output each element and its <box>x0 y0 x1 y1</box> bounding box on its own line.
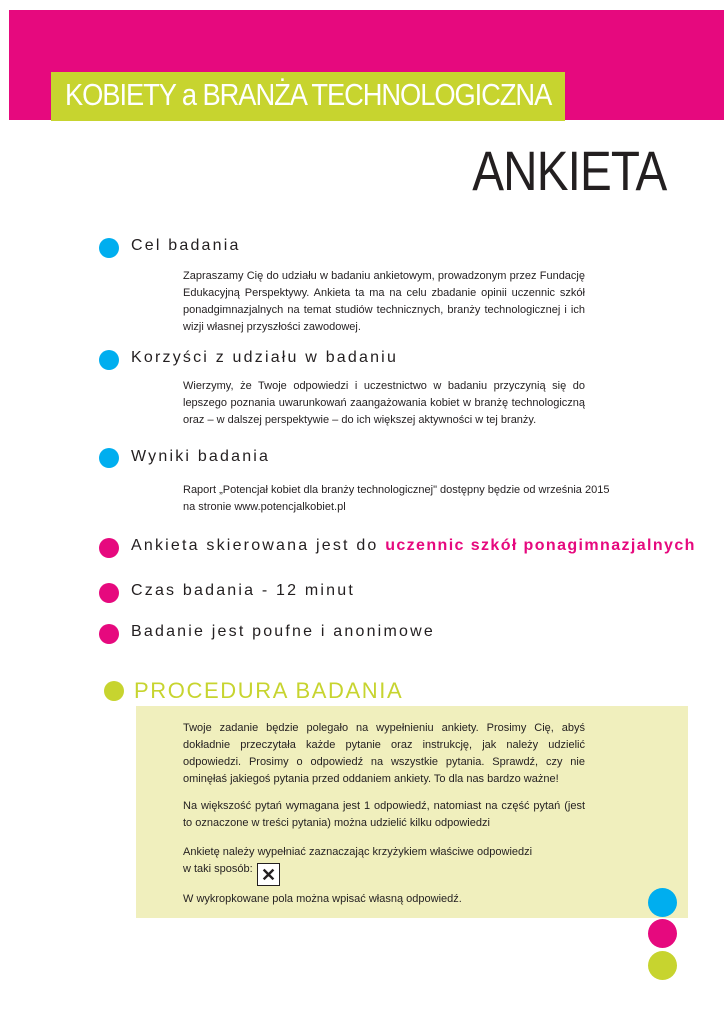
example-checkbox-icon: ✕ <box>257 863 280 886</box>
wyniki-line-1: Raport „Potencjał kobiet dla branży technologicznej" dostępny będzie od września 2015 <box>183 484 610 496</box>
bullet-dot-icon <box>99 238 119 258</box>
fact-audience-prefix: Ankieta skierowana jest do <box>131 537 386 554</box>
procedure-heading: PROCEDURA BADANIA <box>134 678 404 703</box>
section-text-cel: Zapraszamy Cię do udziału w badaniu ankietowym, prowadzonym przez Fundację Edukacyjną Perspektywy. Ankieta ta ma na celu zbadanie opinii uczennic szkół ponadgimnazjalnych na temat studiów technicznych, branży technologicznej i ich wizji własnej przyszłości zawodowej. <box>183 270 585 333</box>
procedure-text-1: Twoje zadanie będzie polegało na wypełnieniu ankiety. Prosimy Cię, abyś dokładnie przeczytała każde pytanie oraz instrukcję, jak należy udzielić odpowiedzi. Prosimy o odpowiedź na wszystkie pytania. Sprawdź, czy nie ominęłaś jakiegoś pytania przed oddaniem ankiety. To dla nas bardzo ważne! <box>183 722 585 785</box>
wyniki-line-2: na stronie www.potencjalkobiet.pl <box>183 501 346 513</box>
fact-audience-accent: uczennic szkół ponagimnazjalnych <box>385 537 696 554</box>
procedure-text-3-line-2: w taki sposób: <box>183 863 253 875</box>
section-heading-cel: Cel badania <box>131 237 241 254</box>
page-title: KOBIETY a BRANŻA TECHNOLOGICZNA <box>65 77 552 112</box>
bullet-dot-icon <box>104 681 124 701</box>
procedure-text-2: Na większość pytań wymagana jest 1 odpowiedź, natomiast na część pytań (jest to oznaczone w treści pytania) można udzielić kilku odpowiedzi <box>183 800 585 829</box>
document-subtitle: ANKIETA <box>471 139 666 202</box>
decorative-dot-icon <box>648 951 677 980</box>
procedure-text-3 <box>183 844 563 878</box>
procedure-text-3-line-1: Ankietę należy wypełniać zaznaczając krzyżykiem właściwe odpowiedzi <box>183 846 533 858</box>
procedure-text-4: W wykropkowane pola można wpisać własną odpowiedź. <box>183 893 462 905</box>
fact-confidential: Badanie jest poufne i anonimowe <box>131 623 435 640</box>
decorative-dot-icon <box>648 919 677 948</box>
fact-duration: Czas badania - 12 minut <box>131 582 356 599</box>
fact-audience <box>131 537 696 555</box>
bullet-dot-icon <box>99 624 119 644</box>
section-heading-korzysci: Korzyści z udziału w badaniu <box>131 349 399 366</box>
bullet-dot-icon <box>99 538 119 558</box>
title-banner <box>51 72 565 121</box>
bullet-dot-icon <box>99 583 119 603</box>
section-heading-wyniki: Wyniki badania <box>131 448 271 465</box>
section-text-wyniki <box>183 482 613 516</box>
bullet-dot-icon <box>99 448 119 468</box>
decorative-dot-icon <box>648 888 677 917</box>
section-text-korzysci: Wierzymy, że Twoje odpowiedzi i uczestnictwo w badaniu przyczynią się do lepszego poznania uwarunkowań zaangażowania kobiet w branżę technologiczną oraz – w dalszej perspektywie – do ich większej aktywności w tej branży. <box>183 380 585 426</box>
bullet-dot-icon <box>99 350 119 370</box>
